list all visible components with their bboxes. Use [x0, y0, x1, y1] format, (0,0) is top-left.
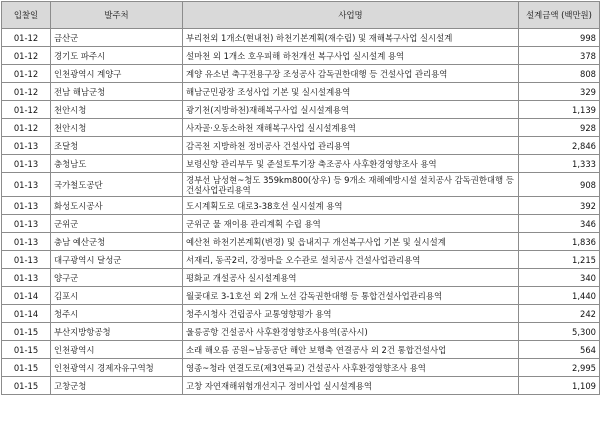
date-cell: 01-13: [2, 155, 51, 173]
table-row: [2, 119, 600, 137]
date-cell: 01-15: [2, 377, 51, 395]
amount-cell: 1,440: [519, 287, 600, 305]
date-cell: 01-14: [2, 287, 51, 305]
amount-cell: 392: [519, 197, 600, 215]
date-cell: 01-13: [2, 137, 51, 155]
project-cell: 보령신항 관리부두 및 준설토투기장 축조공사 사후환경영향조사 용역: [183, 155, 519, 173]
org-cell: 인천광역시 경제자유구역청: [51, 359, 183, 377]
date-cell: 01-13: [2, 233, 51, 251]
table-row: [2, 173, 600, 197]
date-cell: 01-12: [2, 119, 51, 137]
amount-cell: 2,846: [519, 137, 600, 155]
table-row: [2, 251, 600, 269]
org-cell: 금산군: [51, 29, 183, 47]
project-cell: 영종~청라 연결도로(제3연륙교) 건설공사 사후환경영향조사 용역: [183, 359, 519, 377]
amount-cell: 1,139: [519, 101, 600, 119]
date-cell: 01-15: [2, 359, 51, 377]
project-cell: 소래 해오름 공원~남동공단 해안 보행축 연결공사 외 2건 통합건설사업: [183, 341, 519, 359]
project-cell: 사자골·오동소하천 재해복구사업 실시설계용역: [183, 119, 519, 137]
date-cell: 01-15: [2, 341, 51, 359]
project-cell: 청주시청사 건립공사 교통영향평가 용역: [183, 305, 519, 323]
project-cell: 도시계획도로 대로3-38호선 실시설계 용역: [183, 197, 519, 215]
project-cell: 평화교 개설공사 실시설계용역: [183, 269, 519, 287]
org-cell: 인천광역시 계양구: [51, 65, 183, 83]
project-cell: 경부선 남성현~청도 359km800(상우) 등 9개소 재해예방시설 설치공사 감독권한대행 등 건설사업관리용역: [183, 173, 519, 197]
project-cell: 감곡천 지방하천 정비공사 건설사업 관리용역: [183, 137, 519, 155]
project-cell: 서재리, 동곡2리, 강정마을 오수관로 설치공사 건설사업관리용역: [183, 251, 519, 269]
project-cell: 울릉공항 건설공사 사후환경영향조사용역(공사시): [183, 323, 519, 341]
table-row: [2, 233, 600, 251]
org-cell: 군위군: [51, 215, 183, 233]
amount-cell: 329: [519, 83, 600, 101]
amount-cell: 378: [519, 47, 600, 65]
table-row: [2, 83, 600, 101]
amount-cell: 1,333: [519, 155, 600, 173]
table-row: [2, 341, 600, 359]
org-cell: 경기도 파주시: [51, 47, 183, 65]
table-row: [2, 65, 600, 83]
project-cell: 군위군 물 재이용 관리계획 수립 용역: [183, 215, 519, 233]
org-cell: 국가철도공단: [51, 173, 183, 197]
table-row: [2, 269, 600, 287]
date-cell: 01-12: [2, 83, 51, 101]
table-row: [2, 101, 600, 119]
project-cell: 부리천외 1개소(현내천) 하천기본계획(재수립) 및 재해복구사업 실시설계: [183, 29, 519, 47]
table-row: [2, 287, 600, 305]
amount-cell: 908: [519, 173, 600, 197]
org-cell: 천안시청: [51, 101, 183, 119]
header-org: 발주처: [51, 2, 183, 29]
amount-cell: 1,215: [519, 251, 600, 269]
table-row: [2, 137, 600, 155]
org-cell: 고창군청: [51, 377, 183, 395]
org-cell: 조달청: [51, 137, 183, 155]
bid-table: [1, 1, 600, 395]
amount-cell: 928: [519, 119, 600, 137]
amount-cell: 5,300: [519, 323, 600, 341]
date-cell: 01-12: [2, 65, 51, 83]
org-cell: 충남 예산군청: [51, 233, 183, 251]
amount-cell: 808: [519, 65, 600, 83]
org-cell: 천안시청: [51, 119, 183, 137]
table-row: [2, 377, 600, 395]
date-cell: 01-12: [2, 29, 51, 47]
date-cell: 01-13: [2, 269, 51, 287]
amount-cell: 1,836: [519, 233, 600, 251]
date-cell: 01-12: [2, 101, 51, 119]
amount-cell: 564: [519, 341, 600, 359]
header-amount: 설계금액 (백만원): [519, 2, 600, 29]
amount-cell: 2,995: [519, 359, 600, 377]
org-cell: 청주시: [51, 305, 183, 323]
table-row: [2, 197, 600, 215]
table-body: [2, 29, 600, 395]
amount-cell: 242: [519, 305, 600, 323]
project-cell: 광기천(지방하천)재해복구사업 실시설계용역: [183, 101, 519, 119]
org-cell: 화성도시공사: [51, 197, 183, 215]
org-cell: 양구군: [51, 269, 183, 287]
table-row: [2, 323, 600, 341]
amount-cell: 346: [519, 215, 600, 233]
project-cell: 계양 유소년 축구전용구장 조성공사 감독권한대행 등 건설사업 관리용역: [183, 65, 519, 83]
org-cell: 부산지방항공청: [51, 323, 183, 341]
org-cell: 대구광역시 달성군: [51, 251, 183, 269]
project-cell: 고창 자연재해위험개선지구 정비사업 실시설계용역: [183, 377, 519, 395]
table-row: [2, 215, 600, 233]
table-row: [2, 359, 600, 377]
amount-cell: 340: [519, 269, 600, 287]
date-cell: 01-13: [2, 251, 51, 269]
project-cell: 설마천 외 1개소 호우피해 하천개선 복구사업 실시설계 용역: [183, 47, 519, 65]
org-cell: 전남 해남군청: [51, 83, 183, 101]
project-cell: 예산천 하천기본계획(변경) 및 읍내지구 개선복구사업 기본 및 실시설계: [183, 233, 519, 251]
date-cell: 01-14: [2, 305, 51, 323]
date-cell: 01-15: [2, 323, 51, 341]
date-cell: 01-12: [2, 47, 51, 65]
date-cell: 01-13: [2, 197, 51, 215]
project-cell: 월곶대로 3-1호선 외 2개 노선 감독권한대행 등 통합건설사업관리용역: [183, 287, 519, 305]
amount-cell: 998: [519, 29, 600, 47]
date-cell: 01-13: [2, 215, 51, 233]
table-row: [2, 47, 600, 65]
table-row: [2, 305, 600, 323]
table-row: [2, 155, 600, 173]
header-row: [2, 2, 600, 29]
org-cell: 인천광역시: [51, 341, 183, 359]
org-cell: 김포시: [51, 287, 183, 305]
org-cell: 충청남도: [51, 155, 183, 173]
table-row: [2, 29, 600, 47]
amount-cell: 1,109: [519, 377, 600, 395]
date-cell: 01-13: [2, 173, 51, 197]
header-project: 사업명: [183, 2, 519, 29]
project-cell: 해남군민광장 조성사업 기본 및 실시설계용역: [183, 83, 519, 101]
header-date: 입찰일: [2, 2, 51, 29]
